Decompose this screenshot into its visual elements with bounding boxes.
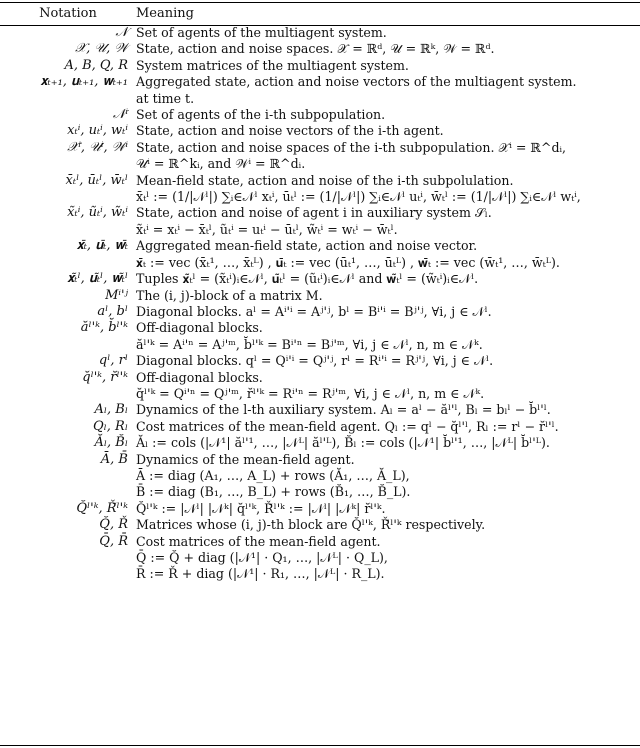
meaning-cell [136, 501, 640, 517]
meaning-line: Off-diagonal blocks. [136, 320, 263, 336]
meaning-cell [136, 435, 640, 451]
meaning-cell [136, 205, 640, 238]
meaning-line: Ăₗ := cols (|𝒩¹| ăˡ'¹, …, |𝒩ᴸ| ăˡ'ᴸ), B̆ₗ := cols (|𝒩¹| b̆ˡ'¹, …, |𝒩ᴸ| b̆ˡ'ᴸ). [136, 435, 550, 451]
header-row [0, 4, 640, 25]
meaning-line: Off-diagonal blocks. [136, 369, 263, 385]
notation-cell: Q̆, Ř [99, 517, 128, 533]
meaning-line: Q̄ := Q̆ + diag (|𝒩¹| · Q₁, …, |𝒩ᴸ| · Q_L), [136, 550, 388, 565]
meaning-line: Cost matrices of the mean-field agent. Qₗ := qˡ − q̆ˡ'ˡ, Rₗ := rˡ − r̆ˡ'ˡ. [136, 418, 559, 434]
meaning-cell [136, 517, 640, 533]
notation-cell: 𝒳ⁱ, 𝒰ⁱ, 𝒲ⁱ [67, 139, 128, 155]
table-row [0, 205, 640, 238]
table-row [0, 25, 640, 41]
meaning-line: Q̆ˡ'ᵏ := |𝒩ˡ| |𝒩ᵏ| q̆ˡ'ᵏ, Ř̆ˡ'ᵏ := |𝒩ˡ| |𝒩ᵏ| r̆ˡ'ᵏ. [136, 500, 386, 516]
meaning-cell [136, 173, 640, 206]
meaning-cell [136, 74, 640, 107]
meaning-line: State, action and noise vectors of the i-th agent. [136, 123, 444, 139]
table-row [0, 435, 640, 451]
table-row [0, 517, 640, 533]
table-row [0, 238, 640, 271]
meaning-cell [136, 419, 640, 435]
meaning-line: Ā := diag (A₁, …, A_L) + rows (Ă₁, …, Ă_L), [136, 467, 410, 483]
notation-cell: 𝒩ⁱ [112, 107, 128, 123]
header-meaning: Meaning [136, 6, 194, 21]
meaning-line: x̄ₜˡ := (1/|𝒩ˡ|) ∑ᵢ∈𝒩ˡ xₜⁱ, ūₜˡ := (1/|𝒩ˡ|) ∑ᵢ∈𝒩ˡ uₜⁱ, w̄ₜˡ := (1/|𝒩ˡ|) ∑ᵢ∈𝒩ˡ wₜⁱ, [136, 189, 581, 205]
meaning-cell [136, 304, 640, 320]
notation-cell: aˡ, bˡ [97, 303, 128, 319]
meaning-line: Set of agents of the multiagent system. [136, 25, 387, 40]
table-row [0, 123, 640, 139]
meaning-cell [136, 534, 640, 583]
notation-cell: 𝐱ₜ₊₁, 𝐮ₜ₊₁, 𝐰ₜ₊₁ [40, 74, 128, 90]
meaning-cell [136, 123, 640, 139]
notation-cell: Ā, B̄ [100, 451, 128, 467]
notation-cell: A, B, Q, R [64, 57, 128, 73]
meaning-line: State, action and noise spaces of the i-th subpopulation. 𝒳ⁱ = ℝ^dᵢ, [136, 139, 567, 155]
table-row [0, 320, 640, 353]
meaning-line: State, action and noise of agent i in auxiliary system 𝒮ₗ. [136, 205, 492, 221]
table-row [0, 419, 640, 435]
table-row [0, 304, 640, 320]
meaning-line: ăˡ'ᵏ = Aⁱ'ⁿ = Aʲ'ᵐ, b̆ˡ'ᵏ = Bⁱ'ⁿ = Bʲ'ᵐ, ∀i, j ∈ 𝒩ˡ, n, m ∈ 𝒩ᵏ. [136, 336, 483, 352]
meaning-line: B̄ := diag (B₁, …, B_L) + rows (B̆₁, …, B̆_L). [136, 484, 411, 500]
meaning-line: 𝐱̄ₜ := vec (x̄ₜ¹, …, x̄ₜᴸ) , 𝐮̄ₜ := vec (ūₜ¹, …, ūₜᴸ) , 𝐰̄ₜ := vec (w̄ₜ¹, …, w̄ₜᴸ). [136, 254, 560, 270]
notation-cell: q̆ˡ'ᵏ, r̆ˡ'ᵏ [82, 369, 128, 385]
table-row [0, 140, 640, 173]
notation-cell: 𝒳, 𝒰, 𝒲 [74, 41, 128, 57]
notation-cell: Aₗ, Bₗ [94, 402, 128, 418]
meaning-cell [136, 353, 640, 369]
meaning-line: q̆ˡ'ᵏ = Qⁱ'ⁿ = Qʲ'ᵐ, r̆ˡ'ᵏ = Rⁱ'ⁿ = Rʲ'ᵐ, ∀i, j ∈ 𝒩ˡ, n, m ∈ 𝒩ᵏ. [136, 385, 485, 401]
meaning-line: Tuples 𝐱̃ₜˡ = (x̃ₜⁱ)ᵢ∈𝒩ˡ, 𝐮̃ₜˡ = (ũₜⁱ)ᵢ∈𝒩ˡ and 𝐰̃ₜˡ = (w̃ₜⁱ)ᵢ∈𝒩ˡ. [136, 271, 479, 287]
meaning-line: Set of agents of the i-th subpopulation. [136, 107, 386, 123]
meaning-line: Matrices whose (i, j)-th block are Q̆ˡ'ᵏ, Ř̆ˡ'ᵏ respectively. [136, 517, 486, 533]
table-row [0, 402, 640, 418]
table-row [0, 271, 640, 287]
table-row [0, 74, 640, 107]
meaning-cell [136, 320, 640, 353]
meaning-cell [136, 452, 640, 501]
meaning-cell [136, 288, 640, 304]
meaning-cell [136, 41, 640, 57]
meaning-line: Diagonal blocks. qˡ = Qⁱ'ⁱ = Qʲ'ʲ, rˡ = Rⁱ'ⁱ = Rʲ'ʲ, ∀i, j ∈ 𝒩ˡ. [136, 353, 494, 369]
table-row [0, 58, 640, 74]
meaning-line: Cost matrices of the mean-field agent. [136, 533, 381, 549]
meaning-line: Diagonal blocks. aˡ = Aⁱ'ⁱ = Aʲ'ʲ, bˡ = Bⁱ'ⁱ = Bʲ'ʲ, ∀i, j ∈ 𝒩ˡ. [136, 303, 492, 319]
table-row [0, 288, 640, 304]
notation-cell: Qₗ, Rₗ [92, 418, 128, 434]
meaning-cell [136, 140, 640, 173]
meaning-line: System matrices of the multiagent system. [136, 57, 409, 73]
notation-cell: 𝒩 [115, 25, 128, 40]
table-row [0, 107, 640, 123]
meaning-line: Aggregated state, action and noise vectors of the multiagent system. [136, 74, 577, 90]
meaning-line: Mean-field state, action and noise of the i-th subpolulation. [136, 172, 514, 188]
table-row [0, 452, 640, 501]
table-row [0, 353, 640, 369]
notation-cell: 𝐱̃ₜˡ, 𝐮̃ₜˡ, 𝐰̃ₜˡ [67, 271, 128, 287]
meaning-line: 𝒰ⁱ = ℝ^kᵢ, and 𝒲ⁱ = ℝ^dᵢ. [136, 156, 306, 172]
notation-cell: Q̄, R̄ [99, 533, 128, 549]
meaning-cell [136, 107, 640, 123]
meaning-line: Dynamics of the l-th auxiliary system. Aₗ = aˡ − ăˡ'ˡ, Bₗ = bₗˡ − b̆ˡ'ˡ. [136, 402, 551, 418]
meaning-line: State, action and noise spaces. 𝒳 = ℝᵈ, 𝒰 = ℝᵏ, 𝒲 = ℝᵈ. [136, 41, 495, 57]
meaning-cell [136, 370, 640, 403]
table-row [0, 370, 640, 403]
meaning-line: R̄ := Ř + diag (|𝒩¹| · R₁, …, |𝒩ᴸ| · R_L). [136, 566, 385, 582]
table-row [0, 173, 640, 206]
meaning-cell [136, 25, 640, 41]
table-row [0, 501, 640, 517]
header-notation: Notation [39, 6, 97, 21]
notation-cell: Q̆ˡ'ᵏ, Ř̆ˡ'ᵏ [76, 500, 128, 516]
notation-cell: Mⁱ'ʲ [105, 287, 128, 303]
meaning-cell [136, 271, 640, 287]
meaning-cell [136, 402, 640, 418]
meaning-line: x̃ₜⁱ = xₜⁱ − x̄ₜˡ, ũₜⁱ = uₜⁱ − ūₜˡ, w̃ₜⁱ = wₜⁱ − w̄ₜˡ. [136, 221, 398, 237]
notation-cell: x̃ₜⁱ, ũₜⁱ, w̃ₜⁱ [67, 205, 128, 221]
notation-cell: x̄ₜˡ, ūₜˡ, w̄ₜˡ [65, 172, 128, 188]
notation-cell: Ăₗ, B̆ₗ [94, 435, 128, 451]
meaning-line: Dynamics of the mean-field agent. [136, 451, 355, 467]
notation-table [0, 4, 640, 583]
table-row [0, 534, 640, 583]
meaning-line: The (i, j)-block of a matrix M. [136, 287, 323, 303]
table-row [0, 41, 640, 57]
meaning-cell [136, 58, 640, 74]
notation-cell: ăˡ'ᵏ, b̆ˡ'ᵏ [80, 320, 128, 336]
meaning-cell [136, 238, 640, 271]
notation-cell: xₜⁱ, uₜⁱ, wₜⁱ [67, 123, 128, 139]
notation-cell: qˡ, rˡ [98, 353, 128, 369]
meaning-line: Aggregated mean-field state, action and noise vector. [136, 238, 478, 254]
notation-cell: 𝐱̄ₜ, 𝐮̄ₜ, 𝐰̄ₜ [76, 238, 128, 254]
meaning-line: at time t. [136, 90, 195, 106]
bottom-rule [0, 745, 640, 746]
